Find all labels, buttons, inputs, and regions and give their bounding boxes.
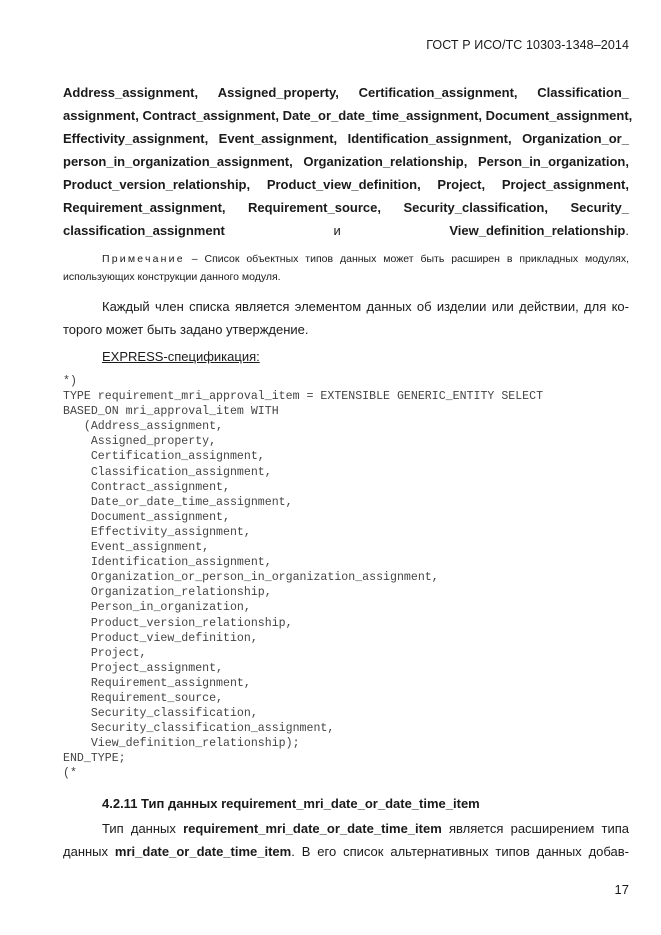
type-name: Classification_ <box>537 85 629 100</box>
statement-paragraph <box>63 295 629 341</box>
type-name: Security_ <box>570 200 629 215</box>
note-text-1: – Список объектных типов данных может быть расширен в прикладных модулях, <box>191 253 630 265</box>
type-name: Effectivity_assignment, <box>63 131 209 146</box>
type-name: Identification_assignment, <box>347 131 512 146</box>
type-name: Requirement_source, <box>248 200 381 215</box>
type-name: Requirement_assignment, <box>63 200 226 215</box>
type-name: View_definition_relationship <box>449 223 626 238</box>
note-label: Примечание <box>102 253 185 265</box>
note-line-1 <box>63 250 629 268</box>
type-name: Person_in_organization, <box>478 154 629 169</box>
note <box>63 250 629 286</box>
type-list-paragraph <box>63 81 633 242</box>
punctuation: . <box>625 223 629 238</box>
type-list-line <box>63 196 629 219</box>
section-paragraph <box>63 817 629 863</box>
type-list-line <box>63 127 629 150</box>
type-list-line <box>63 173 629 196</box>
type-name: assignment, Contract_assignment, Date_or_date_time_assignment, Document_assignment, <box>63 108 633 123</box>
type-name: classification_assignment <box>63 223 225 238</box>
type-name: Assigned_property, <box>217 85 339 100</box>
page-number: 17 <box>614 882 629 897</box>
express-code-block: *) TYPE requirement_mri_approval_item = EXTENSIBLE GENERIC_ENTITY SELECT BASED_ON mri_approval_item WITH (Address_assignment, Assigned_property, Certification_assignment, Classification_assignment, Contract_assignment, Date_or_date_time_assignment, Document_assignment, Effectivity_assignment, Event_assignment, Identification_assignment, Organization_or_person_in_organization_assignment, Organization_relationship, Person_in_organization, Product_version_relationship, Product_view_definition, Project, Project_assignment, Requirement_assignment, Requirement_source, Security_classification, Security_classification_assignment, View_definition_relationship); END_TYPE; (* <box>63 375 544 781</box>
section-heading: 4.2.11 Тип данных requirement_mri_date_or_date_time_item <box>102 796 480 811</box>
note-line-2: использующих конструкции данного модуля. <box>63 271 281 283</box>
section-line-1 <box>63 817 629 840</box>
section-text: . В его список альтернативных типов данных добав- <box>291 844 629 859</box>
section-text: данных <box>63 844 115 859</box>
type-name: Security_classification, <box>403 200 548 215</box>
type-name: Certification_assignment, <box>358 85 518 100</box>
type-list-line-last <box>63 219 629 242</box>
conjunction: и <box>224 223 450 238</box>
section-line-2 <box>63 840 629 863</box>
type-name: Project_assignment, <box>501 177 629 192</box>
type-name: person_in_organization_assignment, <box>63 154 293 169</box>
document-header: ГОСТ Р ИСО/ТС 10303-1348–2014 <box>426 38 629 52</box>
type-name: Organization_or_ <box>522 131 629 146</box>
statement-line-1: Каждый член списка является элементом данных об изделии или действии, для ко- <box>102 299 629 314</box>
type-name: Product_view_definition, <box>266 177 421 192</box>
type-list-line <box>63 81 629 104</box>
section-base-type-name: mri_date_or_date_time_item <box>114 844 292 859</box>
section-text: является расширением типа <box>441 821 629 836</box>
statement-line-2: торого может быть задано утверждение. <box>63 322 309 337</box>
type-name: Address_assignment, <box>63 85 199 100</box>
type-name: Project, <box>437 177 486 192</box>
express-spec-label: EXPRESS-спецификация: <box>102 349 260 364</box>
type-list-line <box>63 104 633 127</box>
type-name: Product_version_relationship, <box>63 177 251 192</box>
section-type-name: requirement_mri_date_or_date_time_item <box>183 821 442 836</box>
type-name: Organization_relationship, <box>303 154 468 169</box>
section-text: Тип данных <box>102 821 184 836</box>
type-list-line <box>63 150 629 173</box>
type-name: Event_assignment, <box>218 131 338 146</box>
